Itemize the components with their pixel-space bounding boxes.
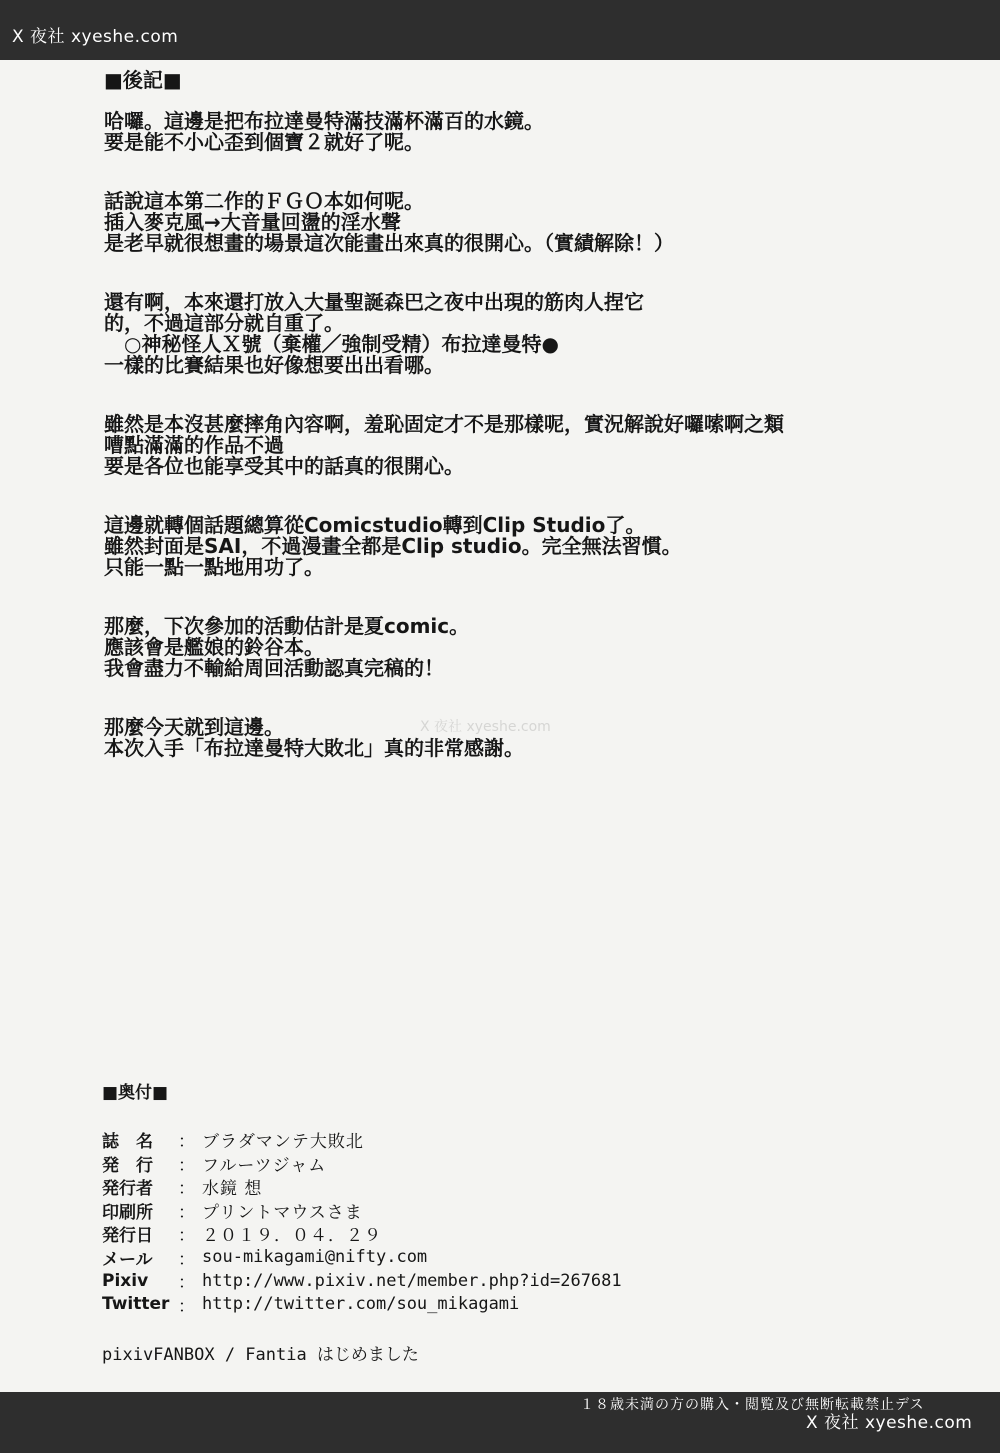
credit-value: sou-mikagami@nifty.com (202, 1247, 428, 1268)
credit-label: 発行者 (102, 1179, 153, 1200)
credit-value: 水鏡 想 (202, 1179, 263, 1200)
credit-row (102, 1269, 902, 1293)
afterword-paragraph (104, 191, 904, 254)
age-notice: １８歳未満の方の購入・閲覧及び無断転載禁止デス (580, 1397, 925, 1413)
credit-label: 発行日 (102, 1226, 153, 1247)
credit-separator: ： (178, 1226, 195, 1247)
afterword-heading: ■後記■ (104, 68, 182, 92)
afterword-line: 只能一點一點地用功了。 (104, 555, 324, 579)
afterword-line: 還有啊，本來還打放入大量聖誕森巴之夜中出現的筋肉人捏它 (104, 290, 644, 314)
colophon-heading: ■奥付■ (102, 1083, 169, 1103)
afterword-section (104, 70, 904, 797)
credit-label: Pixiv (102, 1270, 149, 1291)
afterword-line: 話說這本第二作的ＦＧＯ本如何呢。 (104, 189, 424, 213)
credit-row (102, 1128, 902, 1152)
credit-value: ２０１９．０４．２９ (202, 1226, 382, 1247)
credit-row (102, 1293, 902, 1317)
credit-label: 発 行 (102, 1155, 153, 1176)
afterword-paragraph (104, 111, 904, 153)
afterword-paragraph (104, 717, 904, 759)
credit-label: メール (102, 1249, 153, 1270)
afterword-paragraphs (104, 111, 904, 759)
credit-value: プリントマウスさま (202, 1202, 363, 1223)
afterword-line: 這邊就轉個話題總算從Comicstudio轉到Clip Studio了。 (104, 513, 646, 537)
afterword-line: ○神秘怪人Ｘ號（棄權／強制受精）布拉達曼特● (104, 332, 559, 356)
afterword-line: 我會盡力不輸給周回活動認真完稿的！ (104, 656, 444, 680)
credit-label: 印刷所 (102, 1202, 153, 1223)
afterword-paragraph (104, 292, 904, 376)
credit-separator: ： (178, 1202, 195, 1223)
credit-value: http://www.pixiv.net/member.php?id=267681 (202, 1270, 622, 1291)
afterword-line: 要是能不小心歪到個寶２就好了呢。 (104, 130, 424, 154)
watermark-bottom: X 夜社 xyeshe.com (806, 1413, 973, 1433)
afterword-paragraph (104, 414, 904, 477)
credit-row (102, 1175, 902, 1199)
credit-row (102, 1152, 902, 1176)
afterword-line: 嘈點滿滿的作品不過 (104, 433, 284, 457)
credit-separator: ： (178, 1132, 195, 1153)
credit-separator: ： (178, 1296, 195, 1317)
afterword-line: 雖然封面是SAI，不過漫畫全都是Clip studio。完全無法習慣。 (104, 534, 682, 558)
credit-separator: ： (178, 1179, 195, 1200)
afterword-line: 的，不過這部分就自重了。 (104, 311, 344, 335)
afterword-line: 一樣的比賽結果也好像想要出出看哪。 (104, 353, 444, 377)
afterword-line: 哈囉。這邊是把布拉達曼特滿技滿杯滿百的水鏡。 (104, 109, 544, 133)
afterword-line: 是老早就很想畫的場景這次能畫出來真的很開心。（實績解除！） (104, 231, 674, 255)
afterword-line: 本次入手「布拉達曼特大敗北」真的非常感謝。 (104, 736, 524, 760)
watermark-center: X 夜社 xyeshe.com (420, 719, 551, 735)
credit-value: ブラダマンテ大敗北 (202, 1132, 364, 1153)
credit-separator: ： (178, 1273, 195, 1294)
watermark-top: X 夜社 xyeshe.com (12, 27, 179, 47)
afterword-line: 插入麥克風→大音量回盪的淫水聲 (104, 210, 401, 234)
afterword-line: 那麼今天就到這邊。 (104, 715, 284, 739)
credit-separator: ： (178, 1249, 195, 1270)
credit-label: 誌 名 (102, 1132, 153, 1153)
fanbox-note: pixivFANBOX / Fantia はじめました (102, 1345, 419, 1365)
afterword-line: 那麼，下次參加的活動估計是夏comic。 (104, 614, 470, 638)
afterword-line: 要是各位也能享受其中的話真的很開心。 (104, 454, 464, 478)
credit-value: フルーツジャム (202, 1155, 327, 1176)
colophon-section (102, 1078, 902, 1365)
credit-separator: ： (178, 1155, 195, 1176)
credit-value: http://twitter.com/sou_mikagami (202, 1294, 520, 1315)
afterword-paragraph (104, 616, 904, 679)
afterword-paragraph (104, 515, 904, 578)
afterword-line: 雖然是本沒甚麼摔角內容啊，羞恥固定才不是那樣呢，實況解說好囉嗦啊之類 (104, 412, 784, 436)
credit-row (102, 1199, 902, 1223)
afterword-line: 應該會是艦娘的鈴谷本。 (104, 635, 324, 659)
credit-row (102, 1222, 902, 1246)
credit-label: Twitter (102, 1294, 170, 1315)
credit-row (102, 1246, 902, 1270)
colophon-credits (102, 1128, 902, 1316)
